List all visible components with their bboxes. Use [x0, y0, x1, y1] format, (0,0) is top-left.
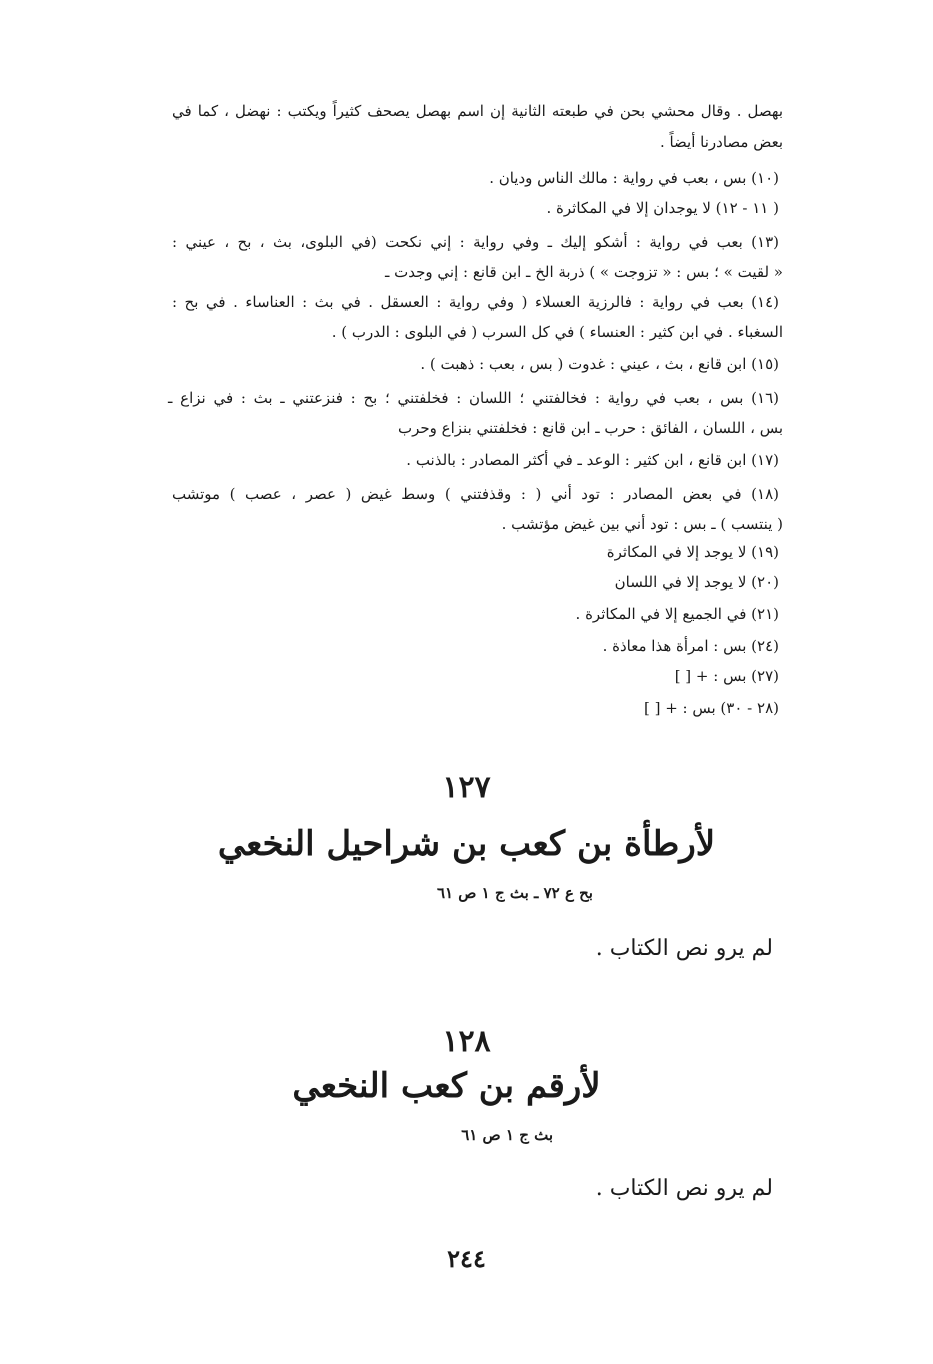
- footnote-line: بعض مصادرنا أيضاً .: [659, 133, 783, 151]
- section-number: ١٢٨: [442, 1024, 491, 1059]
- footnote-line: (١٣) بعب في رواية : أشكو إليك ـ وفي رواية : إني نكحت (في البلوى، بث ، بح ، عيني :: [172, 233, 779, 251]
- footnote-line: (٢٨ - ٣٠) بس : + [ ]: [643, 699, 779, 717]
- page-number: ٢٤٤: [447, 1244, 486, 1273]
- footnote-line: (١٧) ابن قانع ، ابن كثير : الوعد ـ في أكثر المصادر : بالذنب .: [406, 451, 779, 469]
- footnote-line: السغباء . في ابن كثير : العنساء ) في كل السرب ( في البلوى : الدرب ) .: [331, 323, 783, 341]
- footnote-line: (١٠) بس ، بعب في رواية : مالك الناس وديان .: [489, 169, 779, 187]
- footnote-line: (١٤) بعب في رواية : فالرزية العسلاء ( وفي رواية : العسقل . في بث : العناساء . في بح :: [172, 293, 779, 311]
- section-title: لأرطأة بن كعب بن شراحيل النخعي: [217, 824, 716, 864]
- source-reference: بث ج ١ ص ٦١: [461, 1126, 553, 1144]
- footnote-line: (٢١) في الجميع إلا في المكاثرة .: [575, 605, 779, 623]
- section-number: ١٢٧: [442, 770, 491, 805]
- footnote-line: ( ينتسب ) ـ بس : تود أني بين غيض مؤتشب .: [501, 515, 783, 533]
- footnote-line: (١٩) لا يوجد إلا في المكاثرة: [606, 543, 779, 561]
- footnote-line: « لقيت » ؛ بس : « تزوجت » ) ذربة الخ ـ ابن قانع : إني وجدت ـ: [384, 263, 783, 281]
- footnote-line: (٢٧) بس : + [ ]: [674, 667, 779, 685]
- source-reference: بح ع ٧٢ ـ بث ج ١ ص ٦١: [436, 884, 593, 902]
- footnote-line: (٢٤) بس : امرأة هذا معاذة .: [602, 637, 779, 655]
- section-title: لأرقم بن كعب النخعي: [292, 1066, 601, 1106]
- footnote-line: (١٦) بس ، بعب في رواية : فخالفتني ؛ اللسان : فخلفتني ؛ بح : فنزعتني ـ بث : في نزاع ـ: [168, 389, 779, 407]
- footnote-line: (١٨) في بعض المصادر : تود أني ( : وقذفتني ) وسط غيض ( عصر ، عصب ) موتشب: [172, 485, 779, 503]
- body-text: لم يرو نص الكتاب .: [595, 936, 773, 961]
- footnote-line: (٢٠) لا يوجد إلا في اللسان: [614, 573, 779, 591]
- footnote-line: ( ١١ - ١٢) لا يوجدان إلا في المكاثرة .: [546, 199, 779, 217]
- body-text: لم يرو نص الكتاب .: [595, 1176, 773, 1201]
- footnote-line: بس ، اللسان ، الفائق : حرب ـ ابن قانع : فخلفتني بنزاع وحرب: [397, 419, 783, 437]
- footnote-line: بهصل . وقال محشي بحن في طبعته الثانية إن اسم بهصل يصحف كثيراً ويكتب : نهضل ، كما في: [172, 102, 783, 120]
- footnote-line: (١٥) ابن قانع ، بث ، عيني : غدوت ( بس ، بعب : ذهبت ) .: [420, 355, 779, 373]
